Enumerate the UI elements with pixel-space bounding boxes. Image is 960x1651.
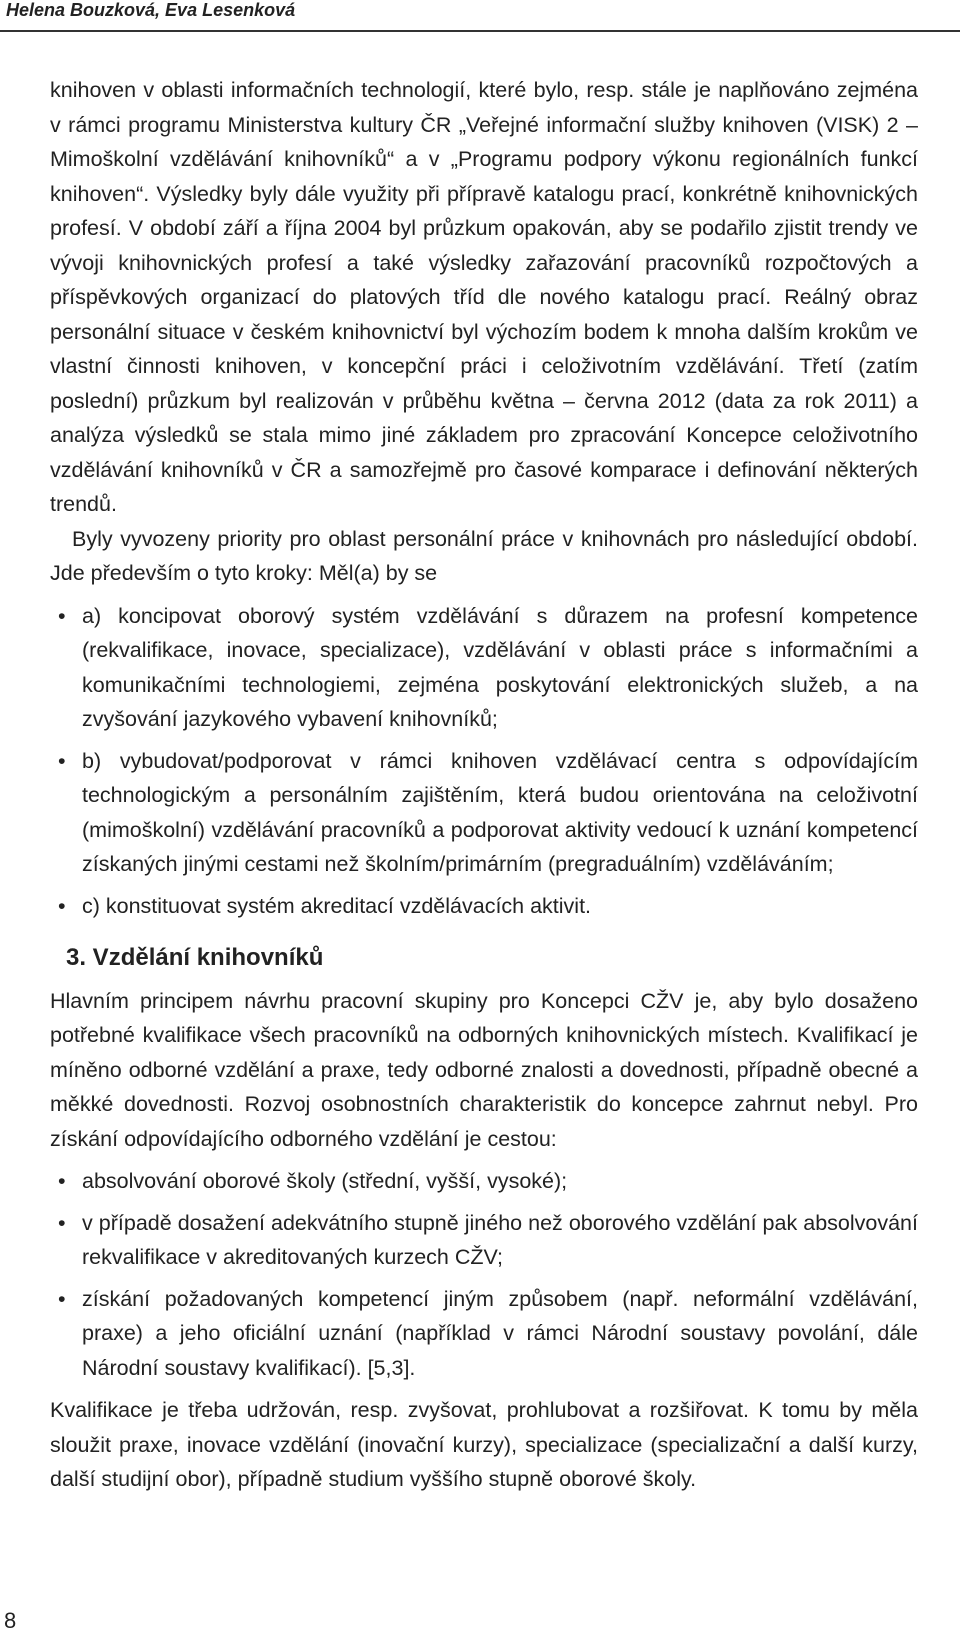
- list-item: [50, 1206, 918, 1275]
- section-heading: 3. Vzdělání knihovníků: [66, 944, 324, 971]
- list-item: [50, 889, 918, 924]
- page-number: 8: [4, 1608, 17, 1633]
- paragraph-priorities-intro: Byly vyvozeny priority pro oblast personální práce v knihovnách pro následující období. Jde především o tyto kroky: Měl(a) by se: [50, 526, 918, 585]
- list-item-text: v případě dosažení adekvátního stupně jiného než oborového vzdělání pak absolvování rekvalifikace v akreditovaných kurzech CŽV;: [82, 1210, 918, 1269]
- paragraph-principle: Hlavním principem návrhu pracovní skupiny pro Koncepci CŽV je, aby bylo dosaženo potřebné kvalifikace všech pracovníků na odborných knihovnických místech. Kvalifikací je míněno odborné vzdělání a praxe, tedy odborné znalosti a dovednosti, případně obecné a měkké dovednosti. Rozvoj osobnostních charakteristik do koncepce zahrnut nebyl. Pro získání odpovídajícího odborného vzdělání je cestou:: [50, 988, 918, 1151]
- list-item-text: b) vybudovat/podporovat v rámci knihoven vzdělávací centra s odpovídajícím technologickým a personálním zajištěním, která budou orientována na celoživotní (mimoškolní) vzdělávání pracovníků a podporovat aktivity vedoucí k uznání kompetencí získaných jinými cestami než školním/primárním (pregraduálním) vzděláváním;: [82, 748, 918, 876]
- paragraph-qualification: Kvalifikace je třeba udržován, resp. zvyšovat, prohlubovat a rozšiřovat. K tomu by měla sloužit praxe, inovace vzdělání (inovační kurzy), specializace (specializační a další kurzy, další studijní obor), případně studium vyššího stupně oborové školy.: [50, 1398, 918, 1491]
- list-item-text: c) konstituovat systém akreditací vzdělávacích aktivit.: [82, 893, 592, 918]
- bullet-icon: •: [58, 1286, 66, 1311]
- bullet-icon: •: [58, 748, 66, 773]
- list-item: [50, 599, 918, 737]
- bullet-icon: •: [58, 1210, 66, 1235]
- running-header-authors: Helena Bouzková, Eva Lesenková: [6, 0, 296, 20]
- list-item-text: získání požadovaných kompetencí jiným způsobem (např. neformální vzdělávání, praxe) a jeho oficiální uznání (například v rámci Národní soustavy povolání, dále Národní soustavy kvalifikací). [5,3].: [82, 1286, 918, 1380]
- page-body: [50, 73, 918, 1497]
- list-item: [50, 744, 918, 882]
- priorities-list: [50, 599, 918, 924]
- bullet-icon: •: [58, 1169, 66, 1193]
- list-item-text: a) koncipovat oborový systém vzdělávání s důrazem na profesní kompetence (rekvalifikace, inovace, specializace), vzdělávání v oblasti práce s informačními a komunikačními technologiemi, zejména poskytování elektronických služeb, a na zvyšování jazykového vybavení knihovníků;: [82, 603, 918, 731]
- header-rule: [0, 30, 960, 32]
- bullet-icon: •: [58, 603, 66, 628]
- list-item: [50, 1282, 918, 1386]
- education-paths-list: [50, 1164, 918, 1385]
- list-item-text: absolvování oborové školy (střední, vyšší, vysoké);: [82, 1169, 568, 1193]
- paragraph-intro: knihoven v oblasti informačních technologií, které bylo, resp. stále je naplňováno zejména v rámci programu Ministerstva kultury ČR „Veřejné informační služby knihoven (VISK) 2 – Mimoškolní vzdělávání knihovníků“ a v „Programu podpory výkonu regionálních funkcí knihoven“. Výsledky byly dále využity při přípravě katalogu prací, konkrétně knihovnických profesí. V období září a října 2004 byl průzkum opakován, aby se podařilo zjistit trendy ve vývoji knihovnických profesí a také výsledky zařazování pracovníků rozpočtových a příspěvkových organizací do platových tříd dle nového katalogu prací. Reálný obraz personální situace v českém knihovnictví byl výchozím bodem k mnoha dalším krokům ve vlastní činnosti knihoven, v koncepční práci i celoživotním vzdělávání. Třetí (zatím poslední) průzkum byl realizován v průběhu května – června 2012 (data za rok 2011) a analýza výsledků se stala mimo jiné základem pro zpracování Koncepce celoživotního vzdělávání knihovníků v ČR a samozřejmě pro časové komparace i definování některých trendů.: [50, 78, 918, 516]
- list-item: [50, 1164, 918, 1199]
- bullet-icon: •: [58, 893, 66, 918]
